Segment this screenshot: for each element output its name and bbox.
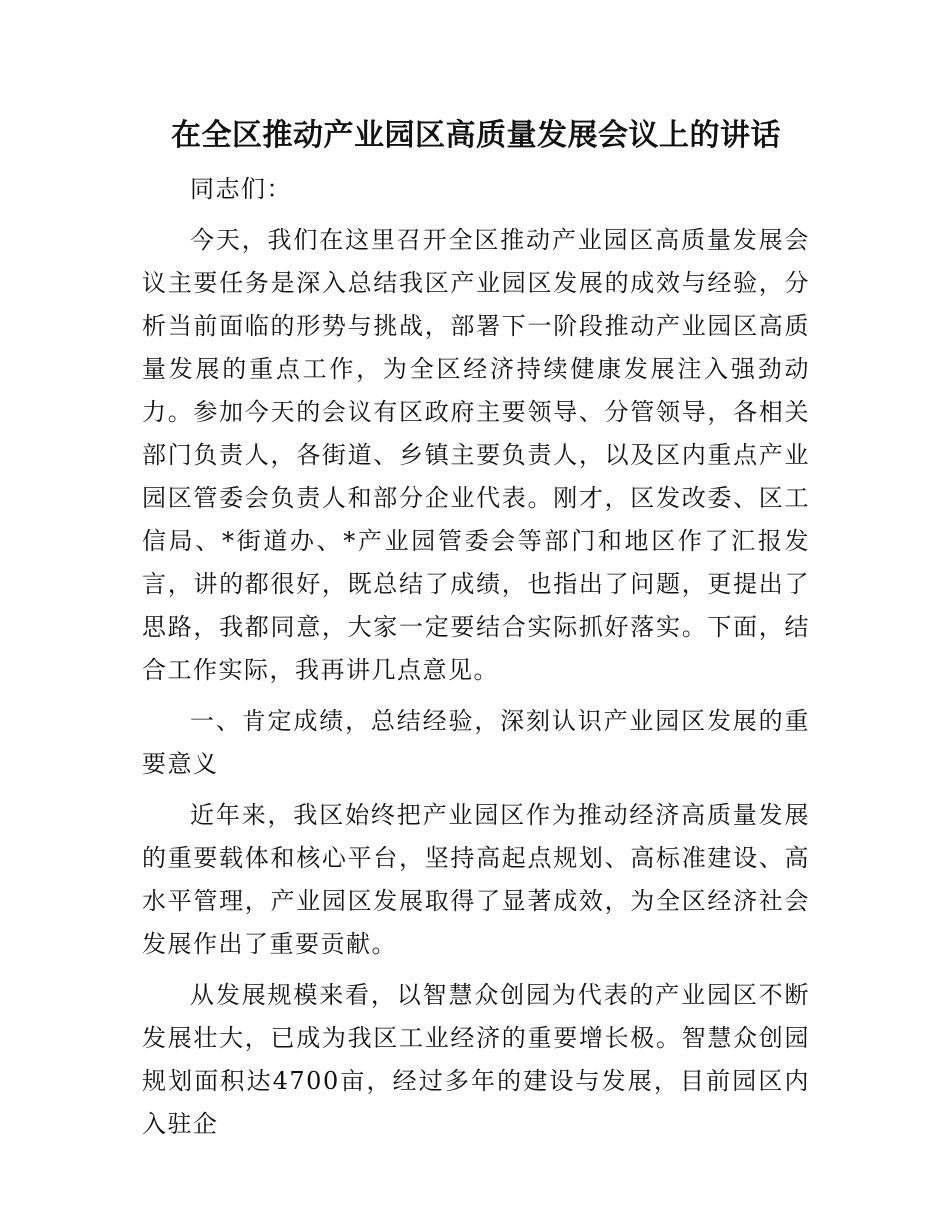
document-page xyxy=(142,112,810,1154)
document-title: 在全区推动产业园区高质量发展会议上的讲话 xyxy=(171,118,781,153)
paragraph-achievements: 近年来，我区始终把产业园区作为推动经济高质量发展的重要载体和核心平台，坚持高起点规划、高标准建设、高水平管理，产业园区发展取得了显著成效，为全区经济社会发展作出了重要贡献。 xyxy=(142,801,810,958)
paragraph-scale: 从发展规模来看，以智慧众创园为代表的产业园区不断发展壮大，已成为我区工业经济的重要增长极。智慧众创园规划面积达4700亩，经过多年的建设与发展，目前园区内入驻企 xyxy=(142,981,810,1138)
section-heading-1: 一、肯定成绩，总结经验，深刻认识产业园区发展的重要意义 xyxy=(142,707,810,778)
greeting: 同志们： xyxy=(190,175,292,203)
paragraph-intro: 今天，我们在这里召开全区推动产业园区高质量发展会议主要任务是深入总结我区产业园区发展的成效与经验，分析当前面临的形势与挑战，部署下一阶段推动产业园区高质量发展的重点工作，为全区经济持续健康发展注入强劲动力。参加今天的会议有区政府主要领导、分管领导，各相关部门负责人，各街道、乡镇主要负责人，以及区内重点产业园区管委会负责人和部分企业代表。刚才，区发改委、区工信局、*街道办、*产业园管委会等部门和地区作了汇报发言，讲的都很好，既总结了成绩，也指出了问题，更提出了思路，我都同意，大家一定要结合实际抓好落实。下面，结合工作实际，我再讲几点意见。 xyxy=(142,226,810,684)
